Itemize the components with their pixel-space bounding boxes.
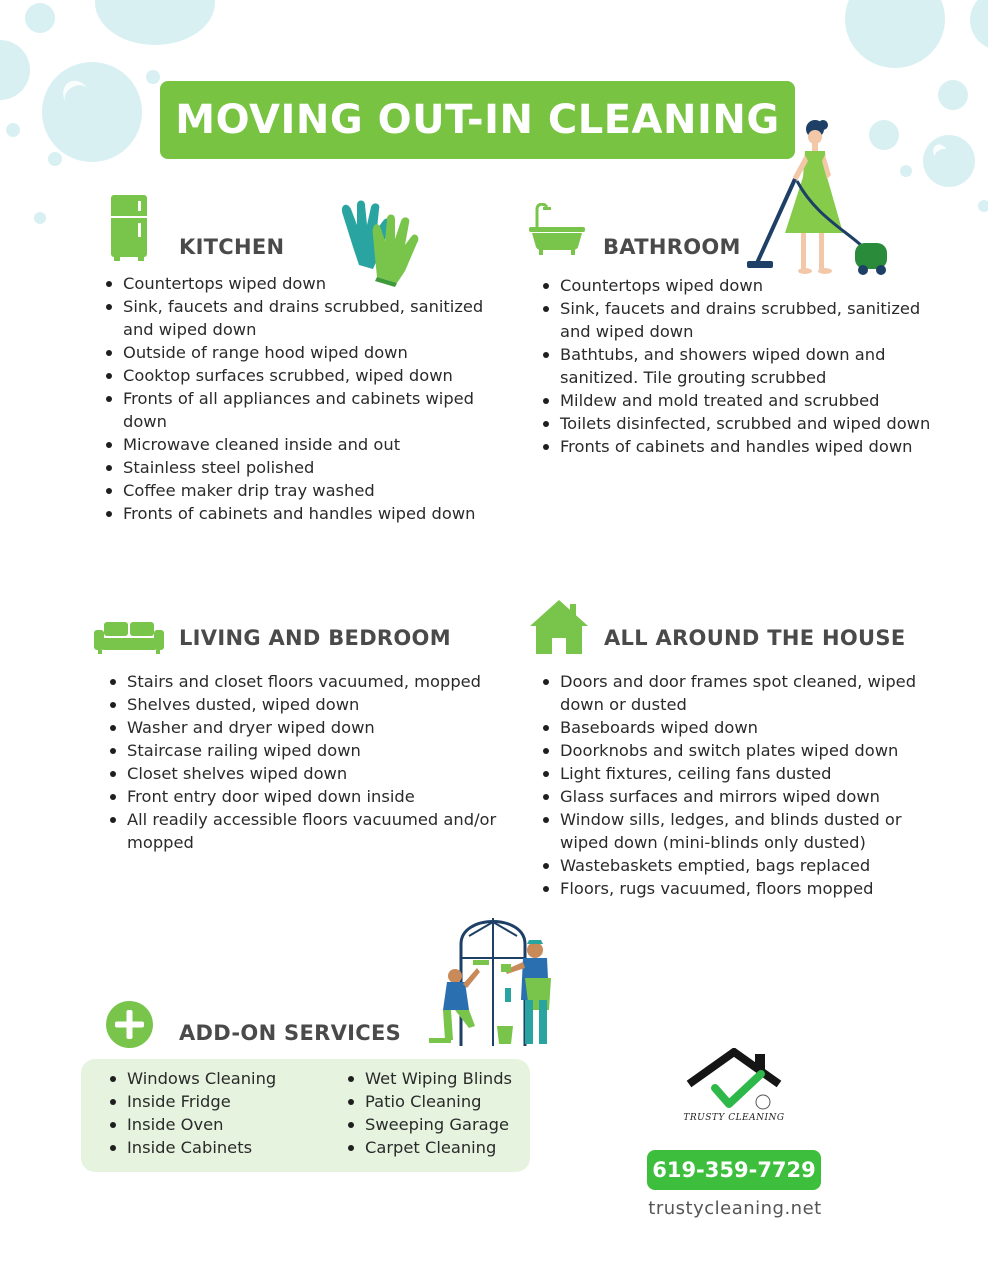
bubble-decoration — [48, 152, 62, 166]
addons-list-col2 — [343, 1067, 545, 1159]
list-item: Countertops wiped down — [123, 272, 513, 295]
kitchen-list — [101, 272, 513, 525]
list-item: Sink, faucets and drains scrubbed, sanitized and wiped down — [560, 297, 945, 343]
list-item: Window sills, ledges, and blinds dusted or wiped down (mini-blinds only dusted) — [560, 808, 945, 854]
list-item: Front entry door wiped down inside — [127, 785, 517, 808]
list-item: Fronts of cabinets and handles wiped down — [123, 502, 513, 525]
list-item: Floors, rugs vacuumed, floors mopped — [560, 877, 945, 900]
list-item: Cooktop surfaces scrubbed, wiped down — [123, 364, 513, 387]
list-item: Light fixtures, ceiling fans dusted — [560, 762, 945, 785]
addons-list-col1 — [105, 1067, 347, 1159]
bubble-decoration — [146, 70, 160, 84]
bubble-decoration — [42, 62, 142, 162]
fridge-icon — [111, 195, 147, 261]
logo-text: TRUSTY CLEANING — [683, 1113, 785, 1123]
list-item: Sweeping Garage — [365, 1113, 545, 1136]
list-item: Bathtubs, and showers wiped down and sanitized. Tile grouting scrubbed — [560, 343, 945, 389]
plus-icon — [106, 1001, 153, 1048]
list-item: Closet shelves wiped down — [127, 762, 517, 785]
living-heading: LIVING AND BEDROOM — [179, 626, 451, 650]
list-item: Stainless steel polished — [123, 456, 513, 479]
list-item: Sink, faucets and drains scrubbed, sanitized and wiped down — [123, 295, 513, 341]
bubble-decoration — [6, 123, 20, 137]
list-item: Wastebaskets emptied, bags replaced — [560, 854, 945, 877]
page-title: MOVING OUT-IN CLEANING — [175, 97, 780, 143]
list-item: Inside Fridge — [127, 1090, 347, 1113]
house-list — [538, 670, 945, 900]
bubble-decoration — [0, 40, 30, 100]
list-item: Countertops wiped down — [560, 274, 945, 297]
title-banner — [160, 81, 795, 159]
bubble-decoration — [900, 165, 912, 177]
list-item: Windows Cleaning — [127, 1067, 347, 1090]
bubble-decoration — [95, 0, 215, 45]
window-cleaners-icon — [425, 898, 565, 1050]
list-item: Doorknobs and switch plates wiped down — [560, 739, 945, 762]
list-item: Mildew and mold treated and scrubbed — [560, 389, 945, 412]
house-icon — [530, 600, 588, 654]
bathtub-icon — [529, 203, 585, 255]
list-item: Shelves dusted, wiped down — [127, 693, 517, 716]
trusty-cleaning-logo — [685, 1048, 783, 1114]
list-item: Fronts of cabinets and handles wiped down — [560, 435, 945, 458]
list-item: Carpet Cleaning — [365, 1136, 545, 1159]
bubble-decoration — [970, 0, 988, 50]
bubble-decoration — [34, 212, 46, 224]
bubble-decoration — [978, 200, 988, 212]
phone-badge[interactable] — [647, 1150, 821, 1190]
bubble-decoration — [923, 135, 975, 187]
list-item: Inside Oven — [127, 1113, 347, 1136]
list-item: Stairs and closet floors vacuumed, mopped — [127, 670, 517, 693]
house-heading: ALL AROUND THE HOUSE — [604, 626, 906, 650]
list-item: All readily accessible floors vacuumed and/or mopped — [127, 808, 517, 854]
kitchen-heading: KITCHEN — [179, 235, 285, 259]
list-item: Baseboards wiped down — [560, 716, 945, 739]
list-item: Outside of range hood wiped down — [123, 341, 513, 364]
list-item: Coffee maker drip tray washed — [123, 479, 513, 502]
bathroom-list — [538, 274, 945, 458]
list-item: Wet Wiping Blinds — [365, 1067, 545, 1090]
bubble-decoration — [938, 80, 968, 110]
sofa-icon — [94, 622, 164, 654]
list-item: Washer and dryer wiped down — [127, 716, 517, 739]
bubble-decoration — [25, 3, 55, 33]
list-item: Toilets disinfected, scrubbed and wiped down — [560, 412, 945, 435]
website-link[interactable]: trustycleaning.net — [648, 1198, 822, 1219]
list-item: Inside Cabinets — [127, 1136, 347, 1159]
bathroom-heading: BATHROOM — [603, 235, 741, 259]
addons-heading: ADD-ON SERVICES — [179, 1021, 402, 1045]
list-item: Staircase railing wiped down — [127, 739, 517, 762]
list-item: Fronts of all appliances and cabinets wiped down — [123, 387, 513, 433]
list-item: Glass surfaces and mirrors wiped down — [560, 785, 945, 808]
list-item: Doors and door frames spot cleaned, wiped down or dusted — [560, 670, 945, 716]
living-list — [105, 670, 517, 854]
list-item: Patio Cleaning — [365, 1090, 545, 1113]
woman-vacuuming-icon — [745, 115, 895, 280]
bubble-decoration — [845, 0, 945, 68]
list-item: Microwave cleaned inside and out — [123, 433, 513, 456]
phone-number: 619-359-7729 — [652, 1158, 816, 1182]
